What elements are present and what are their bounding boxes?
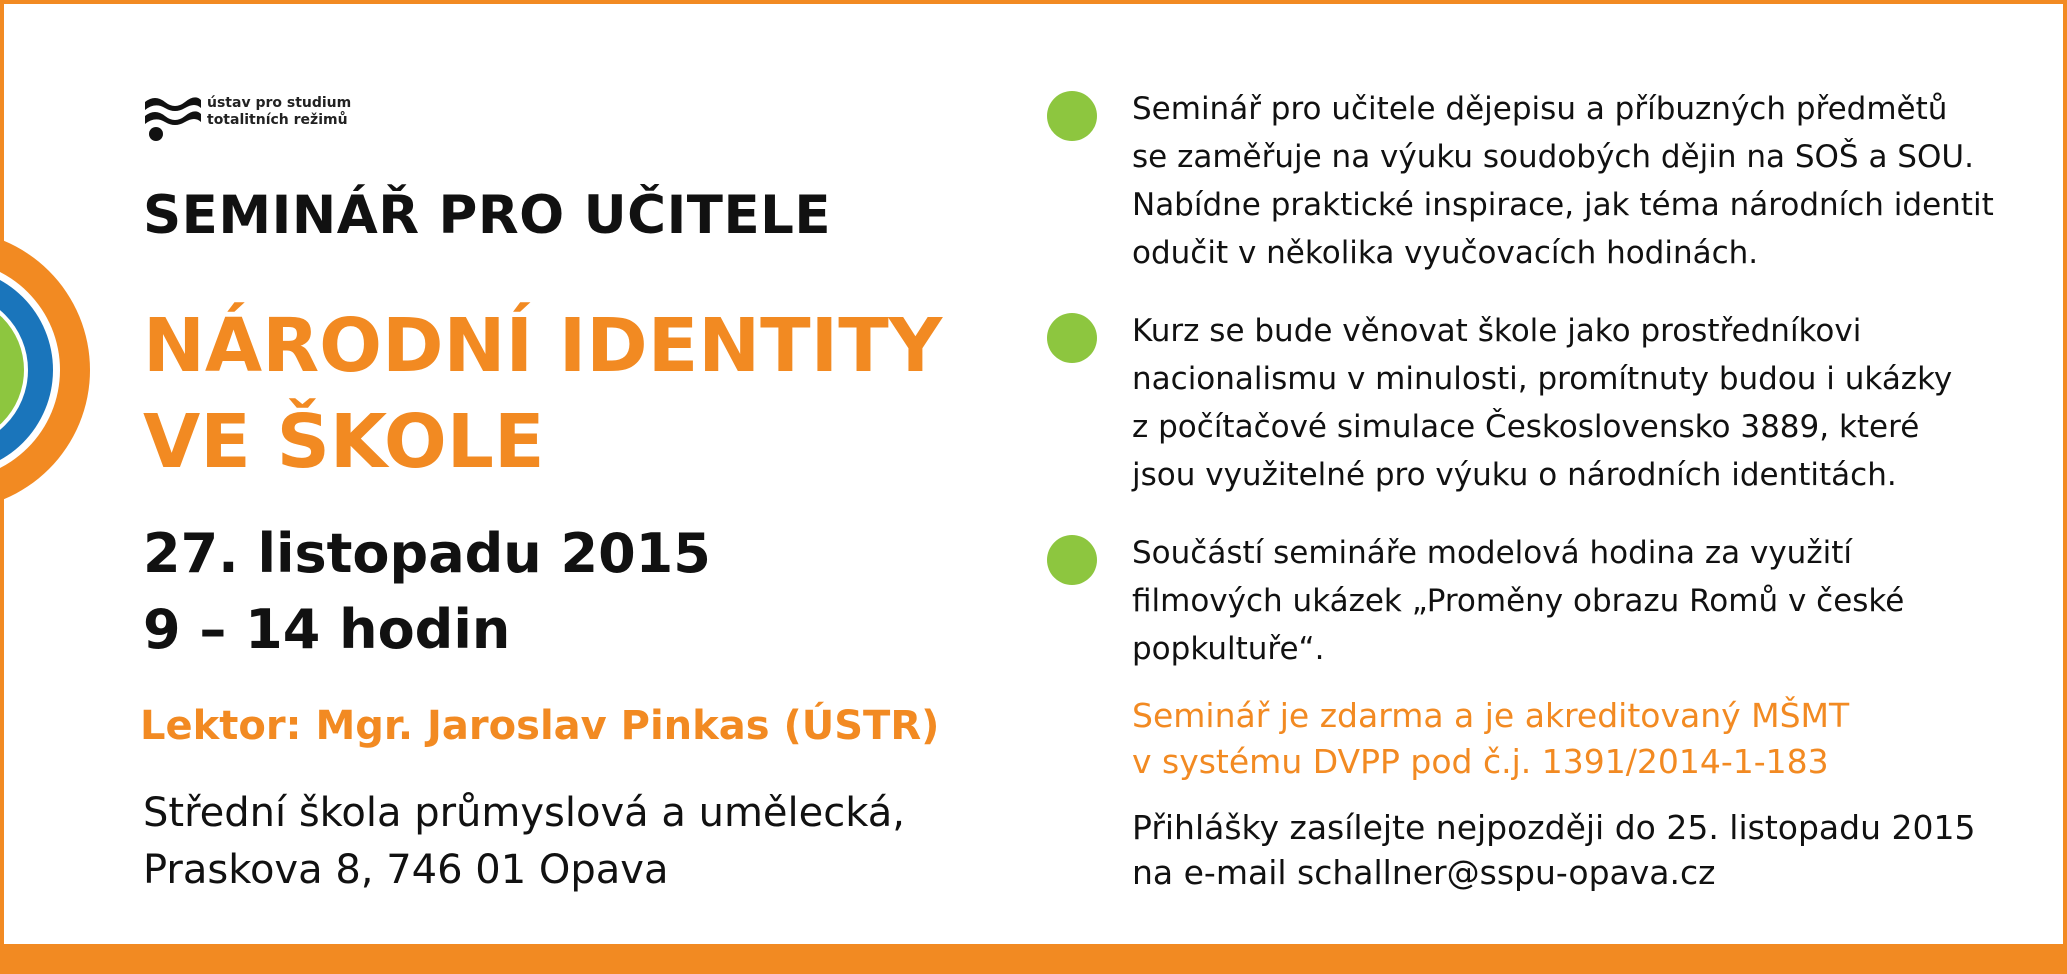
bullet-line: odučit v několika vyučovacích hodinách. bbox=[1132, 235, 1759, 271]
bullet-line: nacionalismu v minulosti, promítnuty budou i ukázky bbox=[1132, 361, 1953, 397]
decorative-rings bbox=[0, 225, 100, 515]
bullet-list bbox=[1047, 85, 2027, 703]
bullet-line: filmových ukázek „Proměny obrazu Romů v české bbox=[1132, 583, 1905, 619]
date-block bbox=[143, 516, 711, 668]
bullet-line: se zaměřuje na výuku soudobých dějin na SOŠ a SOU. bbox=[1132, 139, 1974, 175]
address-line-2: Praskova 8, 746 01 Opava bbox=[143, 847, 669, 893]
bullet-line: popkultuře“. bbox=[1132, 631, 1325, 667]
accreditation-note bbox=[1132, 693, 2032, 785]
lecturer: Lektor: Mgr. Jaroslav Pinkas (ÚSTR) bbox=[140, 703, 940, 749]
green-bullet-dot bbox=[1047, 91, 1097, 141]
registration-note bbox=[1132, 805, 2032, 895]
title-line-2: VE ŠKOLE bbox=[143, 399, 545, 485]
bullet-text bbox=[1132, 85, 2027, 277]
bullet-line: Seminář pro učitele dějepisu a příbuzných předmětů bbox=[1132, 91, 1948, 127]
bullet-item bbox=[1047, 85, 2027, 277]
bullet-text bbox=[1132, 529, 2027, 673]
bullet-line: Nabídne praktické inspirace, jak téma národních identit bbox=[1132, 187, 1994, 223]
accreditation-line-2: v systému DVPP pod č.j. 1391/2014-1-183 bbox=[1132, 742, 1829, 781]
bullet-text bbox=[1132, 307, 2027, 499]
logo-line-2: totalitních režimů bbox=[207, 112, 348, 128]
title-line-1: NÁRODNÍ IDENTITY bbox=[143, 303, 943, 389]
bullet-item bbox=[1047, 307, 2027, 499]
accreditation-line-1: Seminář je zdarma a je akreditovaný MŠMT bbox=[1132, 696, 1850, 735]
event-date: 27. listopadu 2015 bbox=[143, 522, 711, 585]
venue-address bbox=[143, 785, 905, 899]
bullet-line: jsou využitelné pro výuku o národních identitách. bbox=[1132, 457, 1897, 493]
bullet-line: Kurz se bude věnovat škole jako prostředníkovi bbox=[1132, 313, 1862, 349]
registration-line-2: na e-mail schallner@sspu-opava.cz bbox=[1132, 853, 1716, 892]
green-bullet-dot bbox=[1047, 313, 1097, 363]
bottom-orange-bar bbox=[0, 944, 2067, 974]
logo-line-1: ústav pro studium bbox=[207, 95, 352, 111]
address-line-1: Střední škola průmyslová a umělecká, bbox=[143, 790, 905, 836]
registration-line-1: Přihlášky zasílejte nejpozději do 25. listopadu 2015 bbox=[1132, 808, 1976, 847]
ustr-wave-logo-icon bbox=[143, 94, 203, 144]
seminar-kicker: SEMINÁŘ PRO UČITELE bbox=[143, 185, 832, 246]
seminar-title bbox=[143, 298, 943, 490]
logo-text bbox=[207, 95, 351, 129]
bullet-line: Součástí semináře modelová hodina za využití bbox=[1132, 535, 1852, 571]
event-time: 9 – 14 hodin bbox=[143, 598, 511, 661]
green-bullet-dot bbox=[1047, 535, 1097, 585]
bullet-item bbox=[1047, 529, 2027, 673]
bullet-line: z počítačové simulace Československo 3889, které bbox=[1132, 409, 1920, 445]
